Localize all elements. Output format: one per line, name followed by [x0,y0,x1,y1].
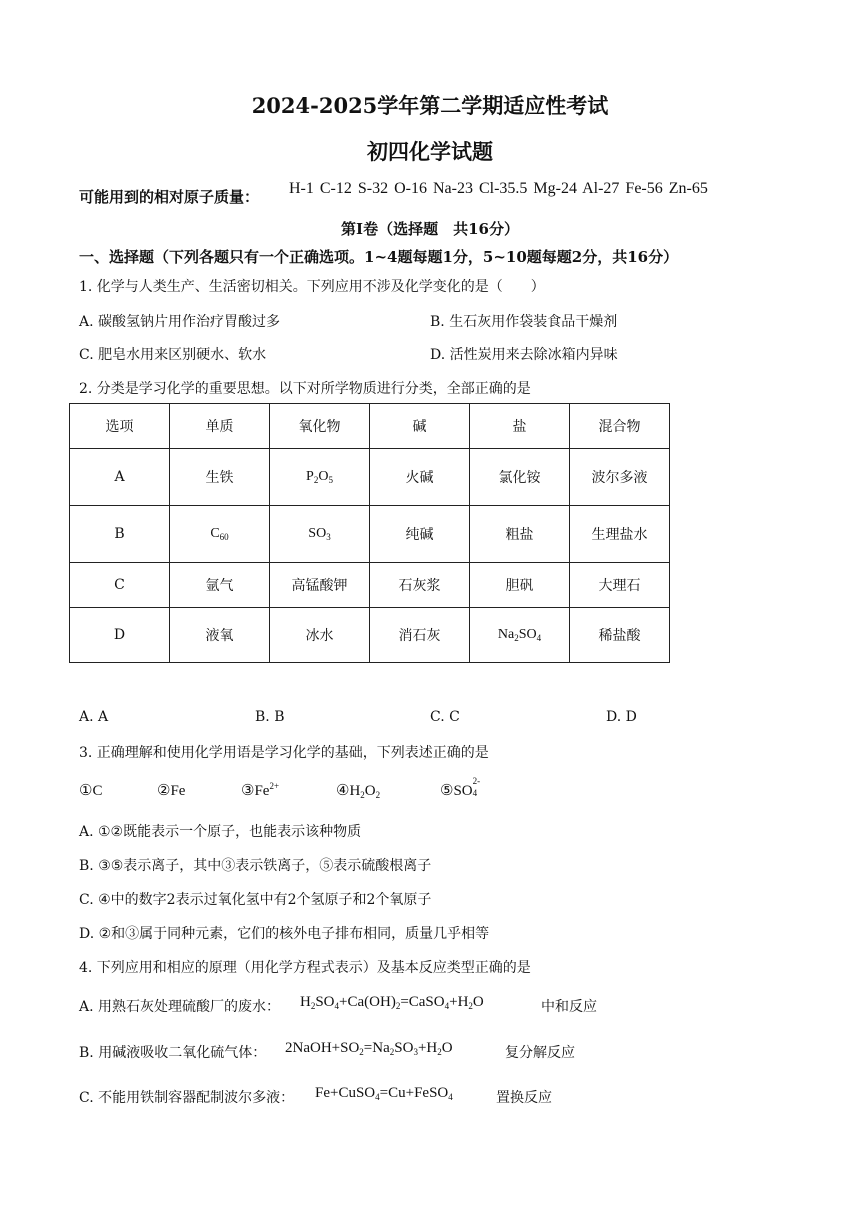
q2-choice-b: B. B [255,709,285,725]
atomic-mass-values: H-1 C-12 S-32 O-16 Na-23 Cl-35.5 Mg-24 Al-27 Fe-56 Zn-65 [289,180,708,197]
q2-stem: 2. 分类是学习化学的重要思想。以下对所学物质进行分类，全部正确的是 [79,381,531,397]
table-cell-formula: $Na_2SO_4$ [470,608,570,663]
table-cell: 纯碱 [370,506,470,563]
q1-option-a: A. 碳酸氢钠片用作治疗胃酸过多 [79,314,281,330]
q2-choice-d: D. D [606,709,637,725]
volume-title: 第Ⅰ卷（选择题 共16分） [341,220,519,238]
q2-choice-a: A. A [79,709,109,725]
q4-option-b-equation: $2NaOH+SO_2=Na_2SO_3+H_2O$ [285,1040,453,1057]
table-cell: 冰水 [270,608,370,663]
table-header-cell: 碱 [370,404,470,449]
table-cell-formula: $SO_3$ [270,506,370,563]
table-cell: 稀盐酸 [570,608,670,663]
q4-option-c-type: 置换反应 [496,1090,552,1106]
table-cell: 液氧 [170,608,270,663]
table-header-cell: 混合物 [570,404,670,449]
q4-option-c-equation: Fe+CuSO$_4$=Cu+FeSO$_4$ [315,1085,453,1102]
table-header-cell: 盐 [470,404,570,449]
q4-stem: 4. 下列应用和相应的原理（用化学方程式表示）及基本反应类型正确的是 [79,960,531,976]
q3-symbol: ①C [79,783,103,799]
table-cell: 氯化铵 [470,449,570,506]
q3-option-b: B. ③⑤表示离子，其中③表示铁离子，⑤表示硫酸根离子 [79,858,432,874]
table-cell: 生理盐水 [570,506,670,563]
exam-subtitle: 初四化学试题 [367,139,493,164]
table-cell: 消石灰 [370,608,470,663]
q1-option-b: B. 生石灰用作袋装食品干燥剂 [430,314,618,330]
q4-option-b-text: B. 用碱液吸收二氧化硫气体： [79,1045,267,1061]
table-header-cell: 氧化物 [270,404,370,449]
table-cell: D [70,608,170,663]
table-cell: C [70,563,170,608]
q4-option-b-type: 复分解反应 [505,1045,575,1061]
table-cell: 石灰浆 [370,563,470,608]
part-title: 一、选择题（下列各题只有一个正确选项。1~4题每题1分，5~10题每题2分，共16分） [79,248,679,266]
table-row [70,563,670,608]
table-cell: 生铁 [170,449,270,506]
table-cell: 高锰酸钾 [270,563,370,608]
table-cell: 氩气 [170,563,270,608]
q4-option-a-type: 中和反应 [541,999,597,1015]
q3-symbol: ②Fe [157,783,186,799]
q3-stem: 3. 正确理解和使用化学用语是学习化学的基础，下列表述正确的是 [79,745,489,761]
q2-choice-c: C. C [430,709,460,725]
q1-option-c: C. 肥皂水用来区别硬水、软水 [79,347,267,363]
table-row [70,506,670,563]
table-row [70,608,670,663]
table-cell: 火碱 [370,449,470,506]
table-cell: 大理石 [570,563,670,608]
table-cell: A [70,449,170,506]
q3-symbol: ⑤SO 2- 4 [440,776,481,799]
table-cell: 波尔多液 [570,449,670,506]
table-cell-formula: $P_2O_5$ [270,449,370,506]
table-header-cell: 单质 [170,404,270,449]
table-cell: 粗盐 [470,506,570,563]
q3-option-c: C. ④中的数字2表示过氧化氢中有2个氢原子和2个氧原子 [79,892,432,908]
table-cell: 胆矾 [470,563,570,608]
q3-option-d: D. ②和③属于同种元素，它们的核外电子排布相同，质量几乎相等 [79,926,490,942]
q3-option-a: A. ①②既能表示一个原子，也能表示该种物质 [79,824,362,840]
table-header-cell: 选项 [70,404,170,449]
table-row [70,449,670,506]
classification-table [69,403,670,663]
table-cell-formula: $C_{60}$ [170,506,270,563]
q4-option-c-text: C. 不能用铁制容器配制波尔多液： [79,1090,295,1106]
table-cell: B [70,506,170,563]
q4-option-a-text: A. 用熟石灰处理硫酸厂的废水： [79,999,281,1015]
q1-stem: 1. 化学与人类生产、生活密切相关。下列应用不涉及化学变化的是（ ） [79,279,545,295]
exam-title: 2024-2025学年第二学期适应性考试 [251,93,609,118]
q3-symbol: $③Fe^{2+}$ [241,781,280,799]
q4-option-a-equation: $H_2SO_4+Ca(OH)_2=CaSO_4+H_2O$ [300,994,484,1011]
atomic-mass-label: 可能用到的相对原子质量： [79,188,260,206]
table-header-row [70,404,670,449]
q1-option-d: D. 活性炭用来去除冰箱内异味 [430,347,618,363]
q3-symbol: $④H_2O_2$ [336,783,381,800]
